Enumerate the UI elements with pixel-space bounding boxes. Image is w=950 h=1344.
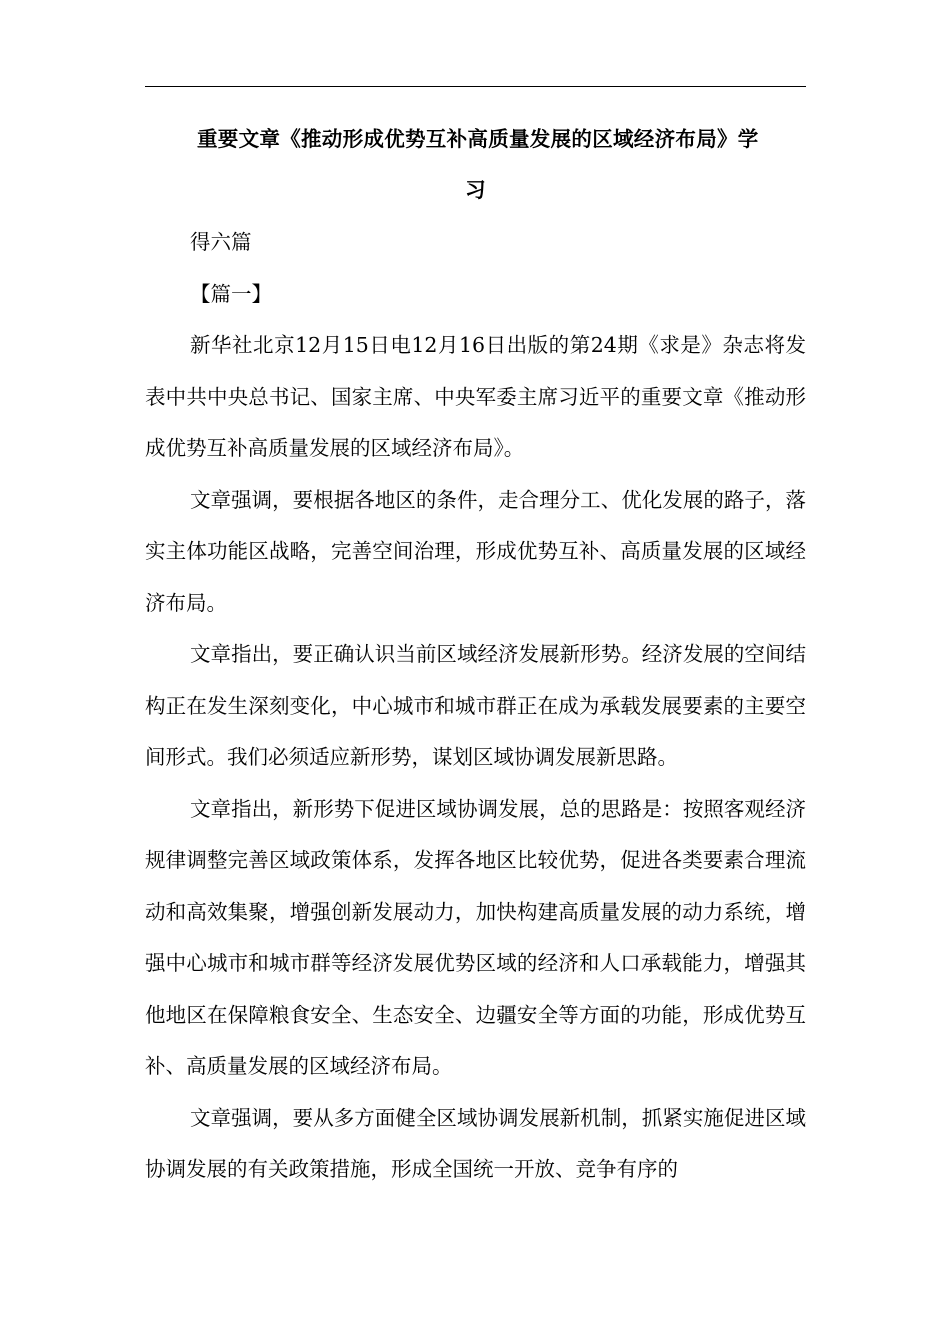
paragraph-3: 文章指出，要正确认识当前区域经济发展新形势。经济发展的空间结构正在发生深刻变化，中心城市和城市群正在成为承载发展要素的主要空间形式。我们必须适应新形势，谋划区域协调发展新思路。 bbox=[145, 642, 806, 769]
paragraph-2: 文章强调，要根据各地区的条件，走合理分工、优化发展的路子，落实主体功能区战略，完善空间治理，形成优势互补、高质量发展的区域经济布局。 bbox=[145, 487, 806, 615]
document-body bbox=[145, 217, 806, 1196]
title-line-1: 重要文章《推动形成优势互补高质量发展的区域经济布局》学 bbox=[197, 127, 759, 151]
section-heading: 【篇一】 bbox=[190, 281, 272, 306]
paragraph-4: 文章指出，新形势下促进区域协调发展，总的思路是：按照客观经济规律调整完善区域政策体系，发挥各地区比较优势，促进各类要素合理流动和高效集聚，增强创新发展动力，加快构建高质量发展的动力系统，增强中心城市和城市群等经济发展优势区域的经济和人口承载能力，增强其他地区在保障粮食安全、生态安全、边疆安全等方面的功能，形成优势互补、高质量发展的区域经济布局。 bbox=[145, 796, 806, 1078]
subtitle: 得六篇 bbox=[190, 230, 252, 254]
title-line-2: 习 bbox=[465, 178, 486, 202]
document-title bbox=[145, 114, 806, 216]
header-rule bbox=[145, 86, 806, 87]
paragraph-5: 文章强调，要从多方面健全区域协调发展新机制，抓紧实施促进区域协调发展的有关政策措施，形成全国统一开放、竞争有序的 bbox=[145, 1105, 806, 1181]
paragraph-1: 新华社北京12月15日电12月16日出版的第24期《求是》杂志将发表中共中央总书记、国家主席、中央军委主席习近平的重要文章《推动形成优势互补高质量发展的区域经济布局》。 bbox=[145, 333, 806, 460]
